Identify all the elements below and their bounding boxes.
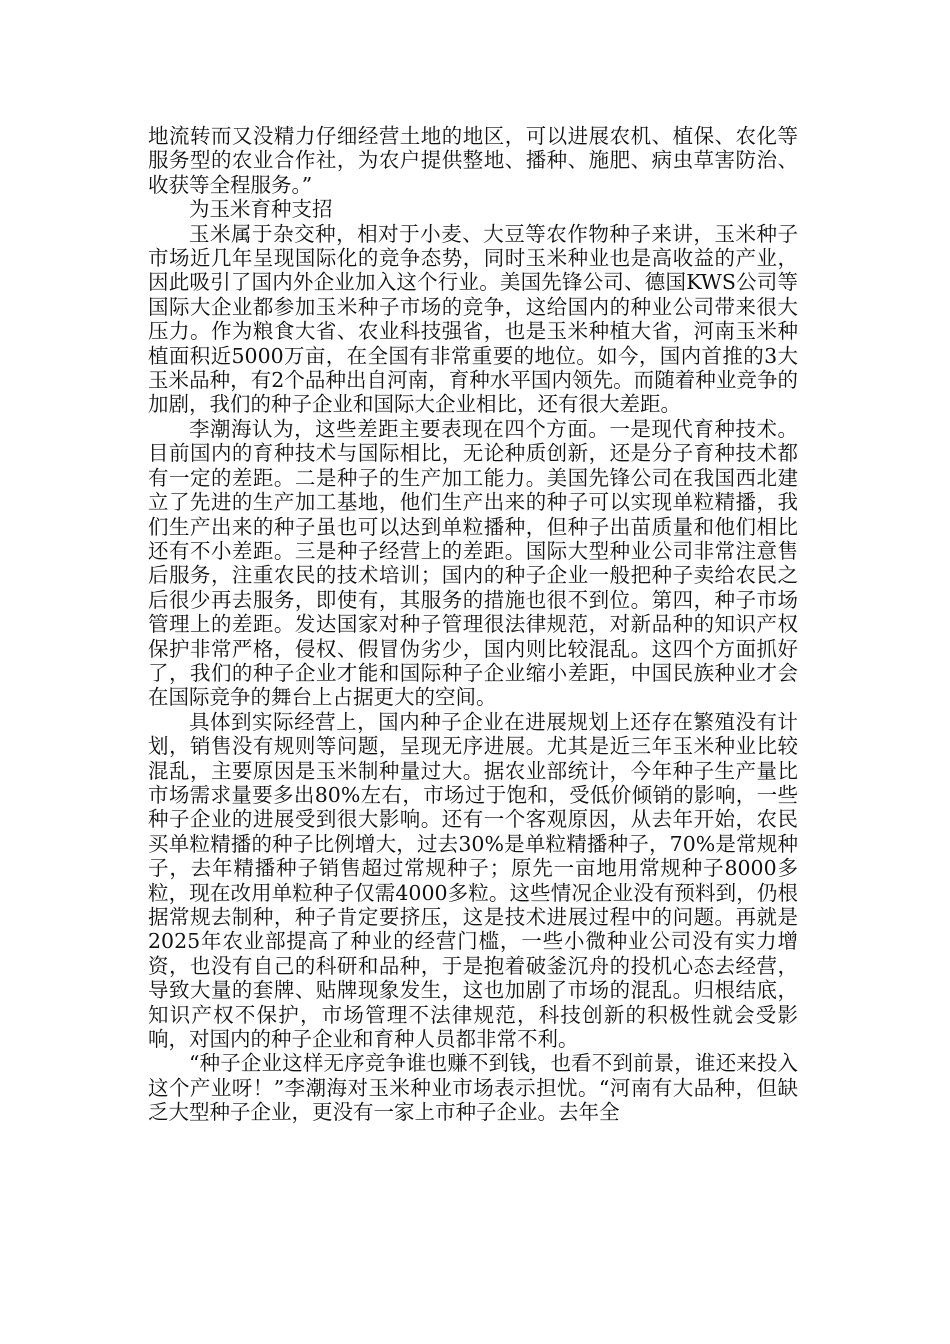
paragraph-corn-seed-market: 玉米属于杂交种，相对于小麦、大豆等农作物种子来讲，玉米种子市场近几年呈现国际化的竞争态势，同时玉米种业也是高收益的产业，因此吸引了国内外企业加入这个行业。美国先锋公司、德国KWS公司等国际大企业都参加玉米种子市场的竞争，这给国内的种业公司带来很大压力。作为粮食大省、农业科技强省，也是玉米种植大省，河南玉米种植面积近5000万亩，在全国有非常重要的地位。如今，国内首推的3大玉米品种，有2个品种出自河南，育种水平国内领先。而随着种业竞争的加剧，我们的种子企业和国际大企业相比，还有很大差距。 <box>148 221 798 417</box>
paragraph-four-gaps: 李潮海认为，这些差距主要表现在四个方面。一是现代育种技术。目前国内的育种技术与国际相比，无论种质创新，还是分子育种技术都有一定的差距。二是种子的生产加工能力。美国先锋公司在我国西北建立了先进的生产加工基地，他们生产出来的种子可以实现单粒精播，我们生产出来的种子虽也可以达到单粒播种，但种子出苗质量和他们相比还有不小差距。三是种子经营上的差距。国际大型种业公司非常注意售后服务，注重农民的技术培训；国内的种子企业一般把种子卖给农民之后很少再去服务，即使有，其服务的措施也很不到位。第四，种子市场管理上的差距。发达国家对种子管理很法律规范，对新品种的知识产权保护非常严格，侵权、假冒伪劣少，国内则比较混乱。这四个方面抓好了，我们的种子企业才能和国际种子企业缩小差距，中国民族种业才会在国际竞争的舞台上占据更大的空间。 <box>148 416 798 710</box>
paragraph-quote-concern: “种子企业这样无序竞争谁也赚不到钱，也看不到前景，谁还来投入这个产业呀！”李潮海对玉米种业市场表示担忧。“河南有大品种，但缺乏大型种子企业，更没有一家上市种子企业。去年全 <box>148 1051 798 1125</box>
document-body <box>148 124 798 1125</box>
paragraph-continuation: 地流转而又没精力仔细经营土地的地区，可以进展农机、植保、农化等服务型的农业合作社，为农户提供整地、播种、施肥、病虫草害防治、收获等全程服务。” <box>148 124 798 197</box>
paragraph-business-operation: 具体到实际经营上，国内种子企业在进展规划上还存在繁殖没有计划，销售没有规则等问题，呈现无序进展。尤其是近三年玉米种业比较混乱，主要原因是玉米制种量过大。据农业部统计，今年种子生产量比市场需求量要多出80%左右，市场过于饱和，受低价倾销的影响，一些种子企业的进展受到很大影响。还有一个客观原因，从去年开始，农民买单粒精播的种子比例增大，过去30%是单粒精播种子，70%是常规种子，去年精播种子销售超过常规种子；原先一亩地用常规种子8000多粒，现在改用单粒种子仅需4000多粒。这些情况企业没有预料到，仍根据常规去制种，种子肯定要挤压，这是技术进展过程中的问题。再就是2025年农业部提高了种业的经营门槛，一些小微种业公司没有实力增资，也没有自己的科研和品种，于是抱着破釜沉舟的投机心态去经营，导致大量的套牌、贴牌现象发生，这也加剧了市场的混乱。归根结底，知识产权不保护，市场管理不法律规范，科技创新的积极性就会受影响，对国内的种子企业和育种人员都非常不利。 <box>148 709 798 1052</box>
section-heading: 为玉米育种支招 <box>189 197 333 222</box>
